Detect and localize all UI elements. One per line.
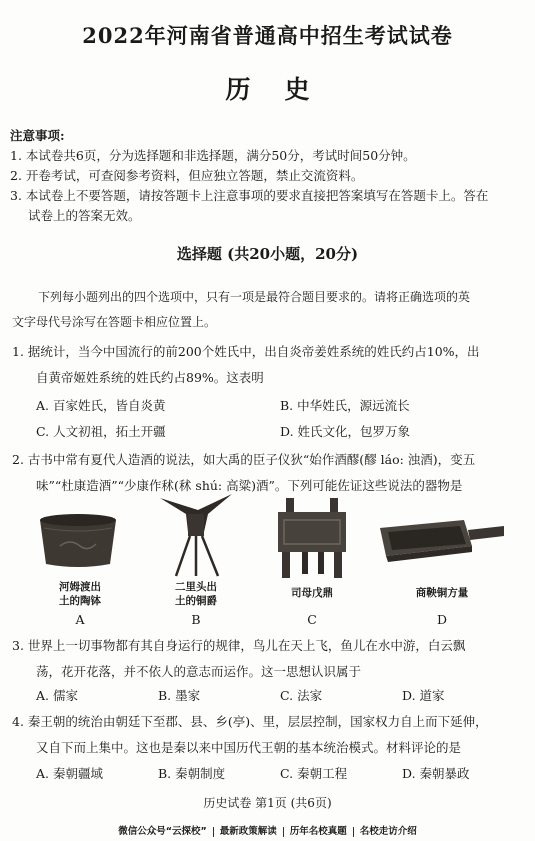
question-4-text: 又自下而上集中。这也是秦以来中国历代王朝的基本统治模式。材料评论的是 bbox=[36, 740, 462, 755]
pottery-bowl-image bbox=[36, 508, 120, 572]
image-b-letter[interactable]: B bbox=[191, 612, 201, 627]
image-c-letter[interactable]: C bbox=[307, 612, 317, 627]
page-number: 历史试卷 第1页 (共6页) bbox=[203, 796, 332, 810]
question-2-text: 味”“杜康造酒”“少康作秫(秫 shú: 高粱)酒”。下列可能佐证这些说法的器物是 bbox=[36, 478, 463, 493]
question-3-text: 3. 世界上一切事物都有其自身运行的规律，鸟儿在天上飞，鱼儿在水中游，白云飘 bbox=[12, 638, 466, 653]
promo-policy: 最新政策解读 bbox=[219, 826, 277, 837]
section-instruction: 下列每小题列出的四个选项中，只有一项是最符合题目要求的。请将正确选项的英 bbox=[38, 290, 471, 304]
section-instruction: 文字母代号涂写在答题卡相应位置上。 bbox=[12, 315, 217, 329]
promo-papers: 历年名校真题 bbox=[289, 826, 347, 837]
question-1-option-b[interactable]: B. 中华姓氏，源远流长 bbox=[280, 398, 410, 413]
question-1-option-d[interactable]: D. 姓氏文化，包罗万象 bbox=[280, 424, 411, 439]
question-3-option-a[interactable]: A. 儒家 bbox=[36, 688, 78, 703]
question-1-text: 自黄帝姬姓系统的姓氏约占89%。这表明 bbox=[36, 370, 264, 385]
note-item: 2. 开卷考试，可查阅参考资料，但应独立答题，禁止交流资料。 bbox=[10, 168, 364, 183]
question-1-text: 1. 据统计，当今中国流行的前200个姓氏中，出自炎帝姜姓系统的姓氏约占10%，出 bbox=[12, 344, 480, 359]
question-4-text: 4. 秦王朝的统治由朝廷下至郡、县、乡(亭)、里，层层控制，国家权力自上而下延伸， bbox=[12, 714, 488, 729]
question-3-option-d[interactable]: D. 道家 bbox=[402, 688, 445, 703]
question-4-option-b[interactable]: B. 秦朝制度 bbox=[158, 766, 226, 781]
note-item: 1. 本试卷共6页，分为选择题和非选择题，满分50分，考试时间50分钟。 bbox=[10, 148, 416, 163]
question-3-option-c[interactable]: C. 法家 bbox=[280, 688, 323, 703]
question-2-text: 2. 古书中常有夏代人造酒的说法，如大禹的臣子仪狄“始作酒醪(醪 láo: 浊酒)，变五 bbox=[12, 452, 476, 467]
note-item: 3. 本试卷上不要答题，请按答题卡上注意事项的要求直接把答案填写在答题卡上。答在 bbox=[10, 188, 489, 203]
question-4-option-d[interactable]: D. 秦朝暴政 bbox=[402, 766, 470, 781]
image-d-letter[interactable]: D bbox=[436, 612, 448, 627]
promo-bar bbox=[0, 823, 535, 837]
image-a-caption: 河姆渡出 土的陶钵 bbox=[59, 581, 101, 607]
note-item: 试卷上的答案无效。 bbox=[28, 208, 141, 223]
image-c-caption: 司母戊鼎 bbox=[291, 587, 333, 599]
question-1-option-c[interactable]: C. 人文初祖，拓土开疆 bbox=[36, 424, 166, 439]
promo-account: 微信公众号“云探校” bbox=[118, 826, 207, 837]
image-d-caption: 商鞅铜方量 bbox=[415, 587, 469, 599]
question-1-option-a[interactable]: A. 百家姓氏，皆自炎黄 bbox=[36, 398, 166, 413]
promo-visits: 名校走访介绍 bbox=[359, 826, 417, 837]
divider bbox=[283, 827, 284, 837]
divider bbox=[353, 827, 354, 837]
exam-title: 2022年河南省普通高中招生考试试卷 bbox=[82, 23, 453, 48]
notes-heading: 注意事项: bbox=[10, 128, 65, 143]
question-3-text: 荡，花开花落，并不依人的意志而运作。这一思想认识属于 bbox=[36, 664, 362, 679]
divider bbox=[213, 827, 214, 837]
question-4-option-a[interactable]: A. 秦朝疆域 bbox=[36, 766, 103, 781]
image-b-caption: 二里头出 土的铜爵 bbox=[175, 581, 217, 607]
simuwu-ding-image bbox=[272, 496, 352, 580]
shang-yang-measure-image bbox=[378, 516, 506, 566]
question-4-option-c[interactable]: C. 秦朝工程 bbox=[280, 766, 348, 781]
bronze-jue-image bbox=[158, 492, 234, 578]
image-a-letter[interactable]: A bbox=[75, 612, 85, 627]
question-3-option-b[interactable]: B. 墨家 bbox=[158, 688, 201, 703]
subject-title: 历史 bbox=[225, 75, 344, 104]
section-heading: 选择题 (共20小题，20分) bbox=[176, 245, 359, 263]
